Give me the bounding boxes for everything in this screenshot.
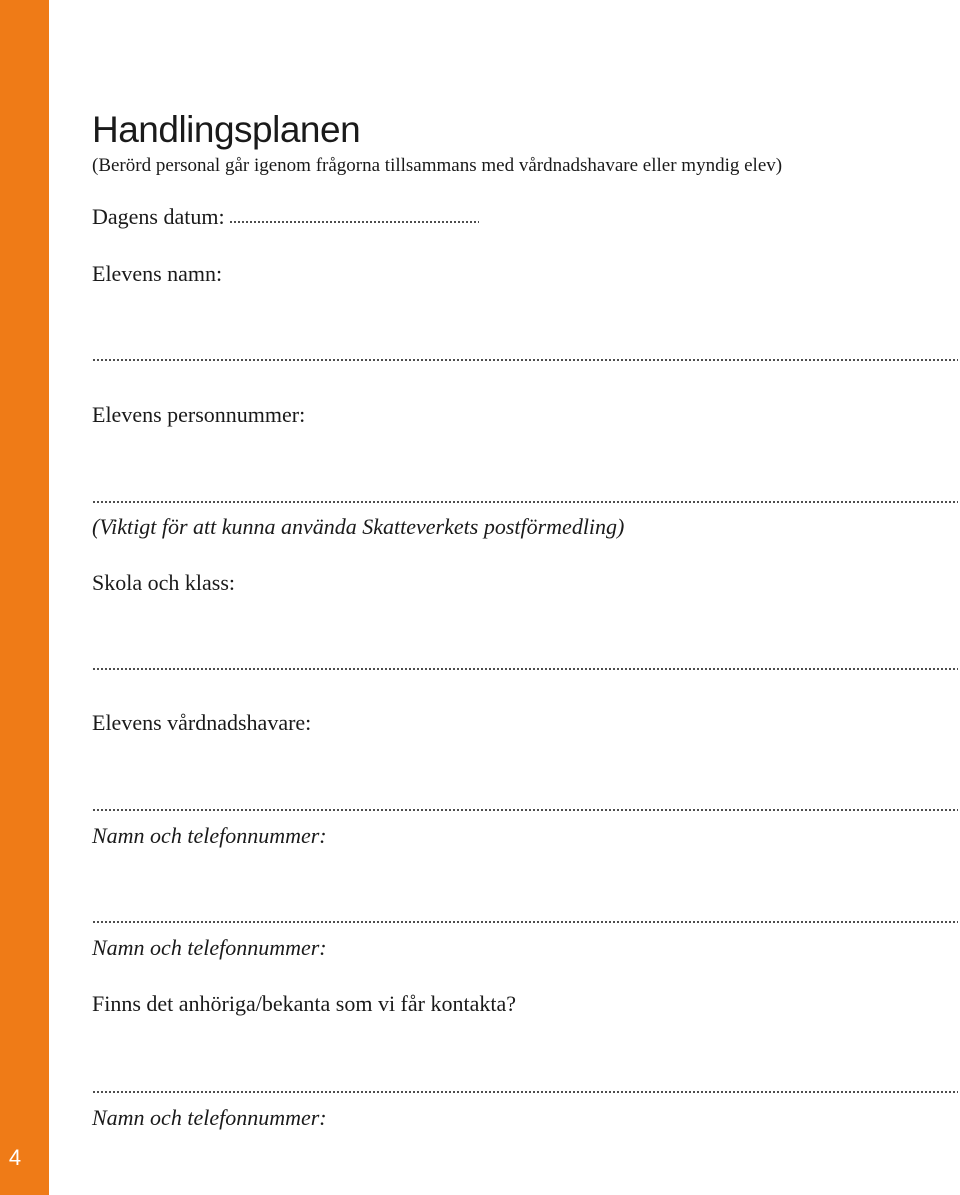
date-label: Dagens datum: <box>92 204 225 229</box>
student-name-label: Elevens namn: <box>92 261 223 286</box>
guardian-1-label: Namn och telefonnummer: <box>92 823 327 848</box>
page-title: Handlingsplanen <box>92 109 361 150</box>
school-class-field[interactable] <box>92 667 958 671</box>
guardian-2-field[interactable] <box>92 920 958 924</box>
form-content <box>92 0 958 1195</box>
school-class-label: Skola och klass: <box>92 570 235 595</box>
relative-contact-label: Namn och telefonnummer: <box>92 1105 327 1130</box>
date-row <box>92 203 479 231</box>
relative-contact-field[interactable] <box>92 1090 958 1094</box>
guardian-1-field[interactable] <box>92 808 958 812</box>
date-field[interactable] <box>229 220 479 224</box>
personal-number-label: Elevens personnummer: <box>92 402 306 427</box>
guardian-2-label: Namn och telefonnummer: <box>92 935 327 960</box>
page-number: 4 <box>8 1145 22 1170</box>
orange-side-bar <box>0 0 49 1195</box>
relatives-question: Finns det anhöriga/bekanta som vi får kontakta? <box>92 991 516 1016</box>
student-name-field[interactable] <box>92 358 958 362</box>
guardians-label: Elevens vårdnadshavare: <box>92 710 312 735</box>
form-subtitle: (Berörd personal går igenom frågorna tillsammans med vårdnadshavare eller myndig elev) <box>92 155 783 176</box>
personal-number-note: (Viktigt för att kunna använda Skatteverkets postförmedling) <box>92 514 625 539</box>
personal-number-field[interactable] <box>92 500 958 504</box>
